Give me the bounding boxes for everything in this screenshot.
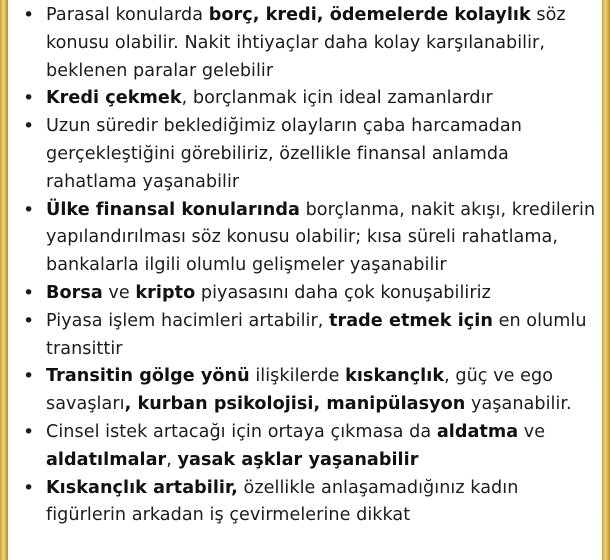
bullet-item xyxy=(14,419,598,475)
bullet-item xyxy=(14,363,598,419)
left-gold-border xyxy=(0,0,8,560)
bold-text: Kredi çekmek xyxy=(46,88,182,109)
bold-text: Kıskançlık artabilir, xyxy=(46,477,238,498)
bold-text: Ülke finansal konularında xyxy=(46,199,300,220)
bold-text: Transitin gölge yönü xyxy=(46,366,250,387)
document-body xyxy=(14,2,598,530)
bullet-item xyxy=(14,197,598,280)
body-text: yaşanabilir. xyxy=(465,394,572,415)
bold-text: yasak aşklar yaşanabilir xyxy=(177,449,419,470)
body-text: , xyxy=(166,449,178,470)
bold-text: Borsa xyxy=(46,282,103,303)
body-text: Uzun süredir beklediğimiz olayların çaba harcamadan gerçekleştiğini görebiliriz, özellikle finansal anlamda rahatlama yaşanabilir xyxy=(46,116,522,192)
body-text: ve xyxy=(518,421,546,442)
bullet-item xyxy=(14,280,598,308)
body-text: Cinsel istek artacağı için ortaya çıkmasa da xyxy=(46,421,437,442)
body-text: en olumlu transittir xyxy=(46,310,587,359)
body-text: Piyasa işlem hacimleri artabilir, xyxy=(46,310,330,331)
body-text: borçlanma, nakit akışı, kredilerin yapılandırılması söz konusu olabilir; kısa süreli rahatlama, bankalarla ilgili olumlu gelişmeler yaşanabilir xyxy=(46,199,596,276)
body-text: özellikle anlaşamadığınız kadın figürlerin arkadan iş çevirmelerine dikkat xyxy=(46,477,519,526)
body-text: Parasal konularda xyxy=(46,5,209,25)
bold-text: kıskançlık xyxy=(345,366,445,387)
bold-text: aldatılmalar xyxy=(46,449,167,470)
bold-text: aldatma xyxy=(436,421,519,442)
bullet-list xyxy=(14,2,598,530)
body-text: piyasasını daha çok konuşabiliriz xyxy=(195,282,491,303)
bold-text: borç, kredi, ödemelerde kolaylık xyxy=(208,5,531,25)
body-text: ve xyxy=(102,282,136,303)
bullet-item xyxy=(14,308,598,364)
bold-text: , kurban psikolojisi, manipülasyon xyxy=(124,394,466,415)
bold-text: kripto xyxy=(135,282,196,303)
bullet-item xyxy=(14,2,598,85)
body-text: ilişkilerde xyxy=(249,366,346,387)
body-text: , borçlanmak için ideal zamanlardır xyxy=(181,88,493,109)
bullet-item xyxy=(14,85,598,113)
bullet-item xyxy=(14,475,598,531)
body-text: , güç ve ego savaşları xyxy=(46,366,554,415)
bold-text: trade etmek için xyxy=(329,310,493,331)
bullet-item xyxy=(14,113,598,196)
body-text: söz konusu olabilir. Nakit ihtiyaçlar daha kolay karşılanabilir, beklenen paralar gelebilir xyxy=(46,5,566,81)
right-gold-border xyxy=(602,0,610,560)
